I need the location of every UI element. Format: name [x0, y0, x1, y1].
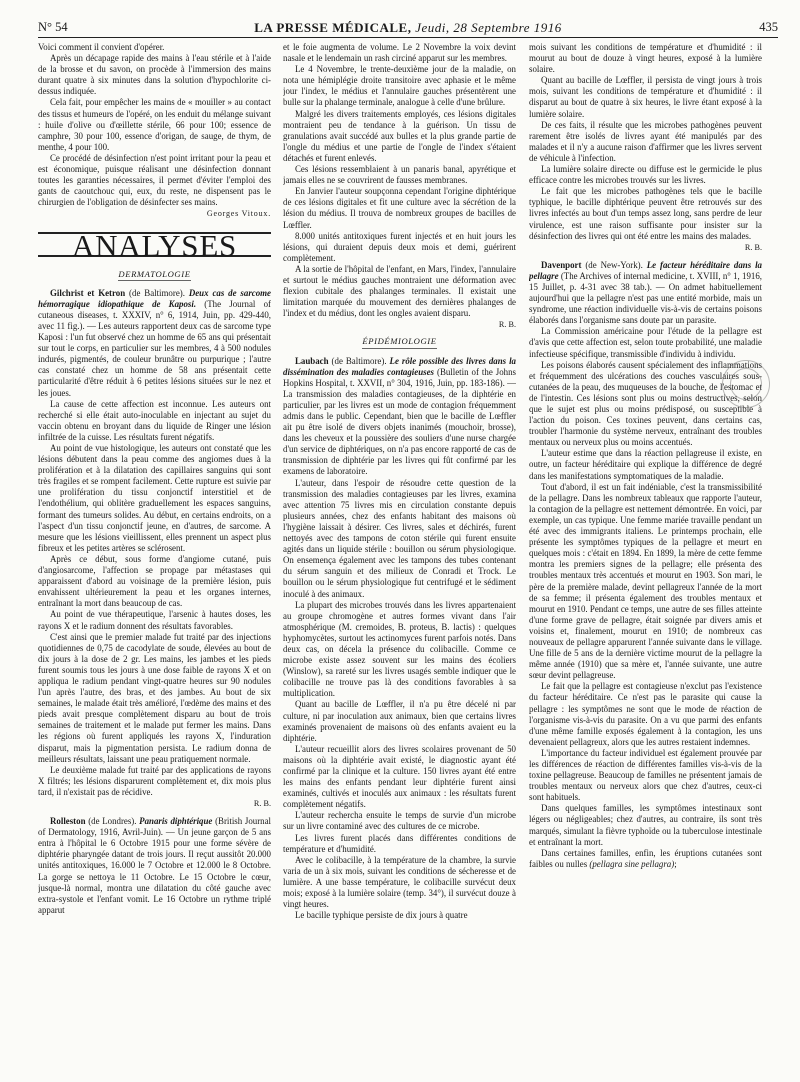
- paragraph: C'est ainsi que le premier malade fut traité par des injections quotidiennes de 0,75 de cacodylate de soude, élevées au bout de dix jours à la dose de 2 gr. Les mains, les jambes et les pieds furent soumis tous les jours à une dose faible de rayons X et on appliqua le radium pendant vingt-quatre heures sur 90 nodules l'un après l'autre, des bras, et des jambes. Au bout de six semaines, le malade était très amélioré, l'œdème des mains et des pieds avait presque complètement disparu au bout de trois semaines de traitement et le malade put fermer les mains. Dans les régions où furent appliqués les rayons X, l'induration disparut, mais la pigmentation persista. Le radium donna de meilleurs résultats, laissant une peau pratiquement normale.: [38, 631, 271, 764]
- issue-date: Jeudi, 28 Septembre 1916: [415, 20, 562, 35]
- paragraph: Ce procédé de désinfection n'est point irritant pour la peau et est économique, puisque réalisant une désinfection donnant toutes les garanties nécessaires, il permet d'éviter l'emploi des gants de caoutchouc qui, eux, du reste, ne dispensent pas le chirurgien de l'obligation de désinfecter ses mains.: [38, 152, 271, 208]
- paragraph: Le 4 Novembre, le trente-deuxième jour de la maladie, on nota une hémiplégie droite transitoire avec aphasie et le même jour l'index, le médius et l'annulaire gauches présentèrent une bulle sur la phalange terminale, analogue à celle d'une brûlure.: [283, 64, 516, 108]
- abstract-author: Laubach: [295, 355, 329, 366]
- paragraph: La Commission américaine pour l'étude de la pellagre est d'avis que cette affection est, selon toute probabilité, une maladie infectieuse spécifique, transmissible d'individu à individu.: [529, 326, 762, 359]
- abstract-signature: R. B.: [253, 799, 271, 808]
- paragraph: A la sortie de l'hôpital de l'enfant, en Mars, l'index, l'annulaire et surtout le médius gauches montraient une déformation avec flexion cubitale des phalanges terminales. Il existait une limitation marquée du mouvement des dernières phalanges de l'index et du médius, dont les ongles avaient disparu.: [283, 263, 516, 319]
- paragraph: Le fait que la pellagre est contagieuse n'exclut pas l'existence du facteur héréditaire. Ce n'est pas le parasite qui cause la pellagre : les symptômes ne sont que le mode de réaction de l'organisme vis-à-vis du parasite. On a vu que parmi des enfants d'une même famille exposés également à la contagion, les uns devenaient pellagreux, alors que les autres restaient indemnes.: [529, 681, 762, 747]
- paragraph: 8.000 unités antitoxiques furent injectés et en huit jours les lésions, qui duraient depuis deux mois et demi, guérirent complètement.: [283, 230, 516, 263]
- library-stamp-icon: [722, 360, 770, 408]
- paragraph: L'auteur recueillit alors des livres scolaires provenant de 50 maisons où la diphtérie avait existé, le diagnostic ayant été confirmé par la clinique et la culture. 150 livres ayant été entre les mains des enfants pendant leur diphtérie furent ainsi examinés, cultivés et inoculés aux animaux : les résultats furent complètement négatifs.: [283, 743, 516, 810]
- paragraph: Le bacille typhique persiste de dix jours à quatre: [295, 910, 468, 921]
- paragraph: Les livres furent placés dans différentes conditions de température et d'humidité.: [283, 832, 516, 854]
- abstract-rolleston: Rolleston (de Londres). Panaris diphtérique (British Journal of Dermatology, 1916, Avril-Juin). — Un jeune garçon de 5 ans entra à l'hôpital le 6 Octobre 1915 pour une forme sévère de diphtérie pharyngée datant de trois jours. Il reçut aussitôt 20.000 unités antitoxiques, 16.000 le 7 Octobre et 12.000 le 8 Octobre. La gorge se nettoya le 11 Octobre. Le 15 Octobre le cœur, jusque-là normal, montra une dilatation du côté gauche avec extra-systole et l'enfant vomit. Le 16 Octobre un rythme triplé apparut: [38, 816, 271, 915]
- header-rule: [38, 37, 778, 38]
- paragraph: Cela fait, pour empêcher les mains de « mouiller » au contact des tissus et humeurs de l'opéré, on les enduit du mélange suivant : huile d'olive ou d'œillette stérile, 66 pour 100; essence de camphre, 30 pour 100, essence d'origan, de sauge, de thym, de menthe, 4 pour 100.: [38, 97, 271, 152]
- paragraph: La plupart des microbes trouvés dans les livres appartenaient au groupe chromogène et autres formes vivant dans l'air atmosphérique (M. cremoides, B. proteus, B. lactis) : quelques hyphomycètes, surtout les actinomyces furent parfois notés. Dans deux cas, on décela la présence du colibacille. Comme ce microbe existe assez souvent sur les mains des écoliers (Winslow), sa rareté sur les livres usagés semble indiquer que le colibacille ne trouve pas là des conditions favorables à sa multiplication.: [283, 599, 516, 699]
- paragraph: Voici comment il convient d'opérer.: [38, 42, 165, 52]
- abstract-author: Rolleston: [50, 816, 86, 827]
- section-title-epidemiologie: ÉPIDÉMIOLOGIE: [283, 336, 516, 348]
- author-signature: Georges Vitoux.: [206, 209, 271, 219]
- paragraph: Le deuxième malade fut traité par des applications de rayons X filtrés; les lésions disparurent complètement et, dix mois plus tard, il n'existait pas de récidive.: [38, 764, 271, 797]
- paragraph: Les poisons élaborés causent spécialement des inflammations et fréquemment des ulcérations des couches vasculaires sous-cutanées de la peau, des muqueuses de la bouche, de l'estomac et de l'intestin. Ces lésions sont plus ou moins destructives, selon que le sujet est plus ou moins prédisposé, ou susceptible à l'action du poison. Ces toxines peuvent, dans certains cas, troubler l'harmonie du système nerveux, entraînant des troubles mentaux ou nerveux plus ou moins accentués.: [529, 359, 762, 448]
- paragraph: Tout d'abord, il est un fait indéniable, c'est la transmissibilité de la pellagre. Dans les nombreux tableaux que rapporte l'auteur, la contagion de la pellagre est nettement démontrée. En voici, par exemple, un cas typique. Une femme mariée travaille pendant un été avec des immigrants italiens. Le printemps prochain, elle présente les symptômes typiques de la pellagre et meurt en quelques mois : c'était en 1894. En 1899, la mère de cette femme montra les premiers signes de la pellagre; elle présenta des troubles mentaux très accentués et mourut en 1903. Son mari, le père de la première malade, devint pellagreux l'année de la mort de sa femme; il présenta également des troubles mentaux et mourut en 1910. Pendant ce temps, une autre de ses filles atteinte d'une forme grave de pellagre, était soignée par divers amis et voisins et, finalement, mourut en 1910; de nombreux cas nouveaux de pellagre apparurent l'année suivante dans le village. Une fille de 5 ans de la dernière victime mourut de la pellagre la même année (1910) que sa mère et, l'année suivante, une autre sœur devint pellagreuse.: [529, 481, 762, 681]
- paragraph: Au point de vue histologique, les auteurs ont constaté que les lésions débutent dans la peau comme des angiomes dues à la prolifération et à la dilatation des capillaires sanguins qui sont très fragiles et se rompent facilement. Cette rupture est suivie par une prolifération du tissu conjonctif interstitiel et de l'endothélium, qui oblitère graduellement les espaces sanguins, formant des tumeurs solides. Au début, en certains endroits, on a l'aspect d'un tissu conjonctif jeune, en d'autres, de sarcome. A mesure que les lésions vieillissent, elles prennent un aspect plus fibreux et les petites artères se sclérosent.: [38, 443, 271, 553]
- paragraph: Avec le colibacille, à la température de la chambre, la survie varia de un à six mois, suivant les conditions de sécheresse et de lumière. A une basse température, le colibacille survécut deux mois; exposé à la lumière solaire (temp. 34°), il survécut douze à vingt heures.: [283, 854, 516, 910]
- abstract-signature: R. B.: [744, 242, 762, 252]
- issue-number: N° 54: [38, 20, 68, 34]
- paragraph: En Janvier l'auteur soupçonna cependant l'origine diphtérique de ces lésions digitales et fit une culture avec la sécrétion de la lésion du médius. Il trouva de nombreux groupes de bacilles de Lœffler.: [283, 186, 516, 230]
- column-right: [529, 42, 762, 1082]
- abstract-title: Panaris diphtérique: [139, 816, 213, 827]
- abstract-gilchrist: Gilchrist et Ketron (de Baltimore). Deux cas de sarcome hémorragique idiopathique de Kaposi. (The Journal of cutaneous diseases, t. XXXIV, n° 6, 1914, Juin, pp. 429-440, avec 11 fig.). — Les auteurs rapportent deux cas de sarcome type Kaposi : l'un fut observé chez un homme de 65 ans qui présentait sur tout le corps, en particulier sur les membres, 4 à 500 nodules indurés, pigmentés, de couleur brunâtre ou purpurique ; l'autre cas constaté chez un homme de 58 ans présentait cette particularité d'être réduit à 6 petites lésions situées sur le nez et les joues.: [38, 287, 271, 398]
- paragraph: et le foie augmenta de volume. Le 2 Novembre la voix devint nasale et le lendemain un rash circiné apparut sur les membres.: [283, 42, 516, 64]
- abstract-title: Le facteur héréditaire dans la pellagre: [529, 259, 762, 281]
- paragraph: La lumière solaire directe ou diffuse est le germicide le plus efficace contre les microbes trouvés sur les livres.: [529, 164, 762, 186]
- paragraph: Le fait que les microbes pathogènes tels que le bacille typhique, le bacille diphtérique peuvent être retrouvés sur des livres infectés au bout d'un temps assez long, sans perdre de leur virulence, est une raison suffisante pour insister sur la désinfection des livres qui ont été entre les mains des malades.: [529, 186, 762, 241]
- paragraph: Après ce début, sous forme d'angiome cutané, puis d'angiosarcome, l'affection se propage par métastases qui apparaissent d'abord au voisinage de la première lésion, puis envahissent ultérieurement la peau et les organes internes, entraînant la mort dans beaucoup de cas.: [38, 553, 271, 609]
- abstract-author: Gilchrist et Ketron: [50, 287, 126, 298]
- paragraph: Dans quelques familles, les symptômes intestinaux sont légers ou négligeables; chez d'autres, au contraire, ils sont très marqués, simulant la fièvre typhoïde ou la tuberculose intestinale et entraînant la mort.: [529, 803, 762, 847]
- abstract-author: Davenport: [541, 259, 582, 270]
- abstract-title: Le rôle possible des livres dans la dissémination des maladies contagieuses: [283, 355, 516, 377]
- abstract-laubach: Laubach (de Baltimore). Le rôle possible des livres dans la dissémination des maladies contagieuses (Bulletin of the Johns Hopkins Hospital, t. XXVII, n° 304, 1916, Juin, pp. 183-186). — La transmission des maladies contagieuses, de la diphtérie en particulier, par les livres est un mode de contagion fréquemment admis dans le public. Cependant, bien que le bacille de Lœffler ait pu être isolé de divers objets inanimés (mouchoir, brosse), dans les cheveux et la poussière des souliers d'une nurse chargée d'un service de diphtériques, on n'a pas encore rapporté de cas de transmission de diphtérie par les livres qui fût confirmé par les examens de laboratoire.: [283, 355, 516, 477]
- paragraph: Après un décapage rapide des mains à l'eau stérile et à l'aide de la brosse et du savon, on procède à l'immersion des mains durant quatre à six minutes dans la solution d'hypochlorite ci-dessus indiquée.: [38, 53, 271, 97]
- paragraph: L'auteur estime que dans la réaction pellagreuse il existe, en outre, un facteur héréditaire qui explique la différence de degré dans les manifestations symptomatiques de la maladie.: [529, 448, 762, 481]
- running-header: [38, 20, 778, 36]
- paragraph: Ces lésions ressemblaient à un panaris banal, apyrétique et jamais elles ne se couvrirent de fausses membranes.: [283, 164, 516, 186]
- paragraph: L'auteur rechercha ensuite le temps de survie d'un microbe sur un livre contaminé avec des cultures de ce microbe.: [283, 810, 516, 832]
- abstract-title: Deux cas de sarcome hémorragique idiopathique de Kaposi.: [38, 287, 271, 309]
- column-left: [38, 42, 271, 1082]
- paragraph: Quant au bacille de Lœffler, il n'a pu être décelé ni par culture, ni par inoculation aux animaux, bien que certains livres examinés provenaient de maisons où des enfants avaient eu la diphtérie.: [283, 699, 516, 743]
- section-heading-analyses: ANALYSES: [38, 232, 271, 257]
- paragraph: Au point de vue thérapeutique, l'arsenic à hautes doses, les rayons X et le radium donnent des résultats favorables.: [38, 609, 271, 631]
- abstract-davenport: Davenport (de New-York). Le facteur héréditaire dans la pellagre (The Archives of internal medicine, t. XVIII, n° 1, 1916, 15 Juillet, p. 4-31 avec 38 tab.). — On admet habituellement aujourd'hui que la pellagre n'est pas une entité morbide, mais un syndrome, une réaction individuelle vis-à-vis de certains poisons élaborés dans l'organisme sans doute par un parasite.: [529, 259, 762, 326]
- section-title-dermatologie: DERMATOLOGIE: [38, 269, 271, 281]
- paragraph: Malgré les divers traitements employés, ces lésions digitales montraient peu de tendance à la guérison. Un tissu de granulations avait succédé aux bulles et la plus grande partie de l'ongle du médius et une partie de l'ongle de l'index s'étaient détachés et furent enlevés.: [283, 108, 516, 163]
- paragraph: La cause de cette affection est inconnue. Les auteurs ont recherché si elle était auto-inoculable en injectant au sujet du vaccin obtenu en broyant dans du liquide de Ringer une lésion infiltrée de la cuisse. Les résultats furent négatifs.: [38, 398, 271, 442]
- paragraph: L'importance du facteur individuel est également prouvée par les différences de réaction de différentes familles vis-à-vis de la toxine pellagreuse. Beaucoup de familles ne présentent jamais de troubles mentaux ou nerveux alors que chez d'autres, ceux-ci sont habituels.: [529, 747, 762, 803]
- paragraph: Dans certaines familles, enfin, les éruptions cutanées sont faibles ou nulles (pellagra sine pellagra);: [529, 847, 762, 869]
- paragraph: Quant au bacille de Lœffler, il persista de vingt jours à trois mois, suivant les conditions de température et d'humidité : il disparut au bout de quatre à six heures, le livre étant exposé à la lumière solaire.: [529, 75, 762, 119]
- paragraph: mois suivant les conditions de température et d'humidité : il mourut au bout de douze à vingt heures, exposé à la lumière solaire.: [529, 42, 762, 75]
- journal-title-line: [38, 20, 778, 36]
- paragraph: L'auteur, dans l'espoir de résoudre cette question de la transmission des maladies contagieuses par les livres, examina avec attention 75 livres mis en circulation constante depuis plusieurs années, chez des enfants habitant des maisons où l'hygiène laissait à désirer. Ces livres, sales et déchirés, furent nettoyés avec des tampons de coton stérile qui furent ensuite agités dans un liquide stérile : bouillon ou sérum physiologique. On ensemença également avec les tampons des tubes contenant du sérum sanguin et des milieux de Conradi et Trock. Le bouillon ou le sérum physiologique fut centrifugé et le sédiment inoculé à des animaux.: [283, 477, 516, 599]
- page-number: 435: [759, 20, 778, 34]
- abstract-signature: R. B.: [498, 320, 516, 330]
- journal-title: LA PRESSE MÉDICALE,: [254, 20, 412, 35]
- column-middle: [283, 42, 516, 1082]
- paragraph: De ces faits, il résulte que les microbes pathogènes peuvent rarement être isolés de livres ayant été manipulés par des malades et il n'y a aucune raison d'affirmer que les livres servent de véhicule à l'infection.: [529, 119, 762, 163]
